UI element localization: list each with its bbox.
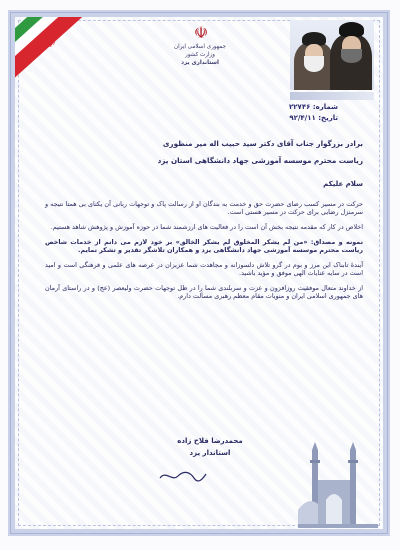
mosque-illustration-icon bbox=[298, 440, 378, 528]
paragraph-5: از خداوند متعال موفقیت روزافزون و عزت و سربلندی شما را در ظل توجهات حضرت ولیعصر (عج) و در راستای آرمان های جمهوری اسلامی ایران و منویات مقام معظم رهبری مسألت دارم. bbox=[45, 284, 363, 300]
number-label: شماره: bbox=[312, 103, 338, 111]
recipient-role: ریاست محترم موسسه آموزشی جهاد دانشگاهی استان یزد bbox=[157, 156, 363, 165]
paragraph-3: نمونه و مصداق: «من لم یشکر المخلوق لم یشکر الخالق» بر خود لازم می دانم از خدمات شاخص ریاست محترم موسسه آموزشی جهاد دانشگاهی یزد و همکاران تلاشگر تقدیر و تشکر نمایم. bbox=[45, 238, 363, 254]
salutation-line bbox=[45, 180, 363, 188]
beard bbox=[304, 56, 324, 72]
portrait-caption-bar bbox=[290, 92, 374, 100]
beard bbox=[341, 49, 362, 63]
handwritten-signature bbox=[158, 468, 208, 484]
portrait-person-right bbox=[330, 34, 372, 90]
header-line-2: وزارت کشور bbox=[185, 52, 215, 58]
header-line-1: جمهوری اسلامی ایران bbox=[174, 44, 226, 50]
number-value: ۲۲۷۴۶ bbox=[289, 103, 311, 111]
iran-emblem-icon: ☫ bbox=[193, 23, 209, 42]
portrait-person-left bbox=[294, 42, 334, 90]
flag-emblem-icon: ☫ bbox=[44, 36, 56, 51]
signer-name: محمدرضا فلاح زاده bbox=[177, 437, 243, 445]
salutation: سلام علیکم bbox=[323, 180, 363, 188]
letter-date bbox=[228, 114, 338, 123]
recipient-role-line bbox=[45, 157, 363, 165]
header-line-3: استانداری یزد bbox=[181, 60, 219, 66]
date-label: تاریخ: bbox=[318, 114, 338, 122]
letter-body bbox=[45, 200, 363, 307]
paragraph-2: اخلاص در کار که مقدمه نتیجه بخش آن است را در فعالیت های ارزشمند شما در حوزه آموزش و پژوهش شاهد هستیم. bbox=[50, 223, 363, 231]
iran-flag-corner bbox=[15, 17, 125, 87]
recipient-name: برادر بزرگوار جناب آقای دکتر سید حبیب اله میر منظوری bbox=[162, 139, 363, 148]
signer-title: استاندار یزد bbox=[189, 449, 231, 457]
paragraph-4: آیندهٔ تابناک این مرز و بوم در گرو تلاش دلسوزانه و مجاهدت شما عزیزان در عرصه های علمی و فرهنگی است و امید است در سایه عنایات الهی موفق و مؤید باشید. bbox=[45, 261, 363, 277]
letter-number bbox=[228, 103, 338, 112]
recipient-line bbox=[45, 140, 363, 148]
turban bbox=[339, 22, 364, 37]
paragraph-1: حرکت در مسیر کسب رضای حضرت حق و خدمت به بندگان او از رسالت پاک و توجهات ربانی آن یکتای بی همتا نتیجه و سرمنزل رضایی برای حرکت در مسیر هستی است. bbox=[45, 200, 363, 216]
leaders-portrait bbox=[290, 20, 374, 90]
date-value: ۹۲/۴/۱۱ bbox=[289, 114, 316, 122]
